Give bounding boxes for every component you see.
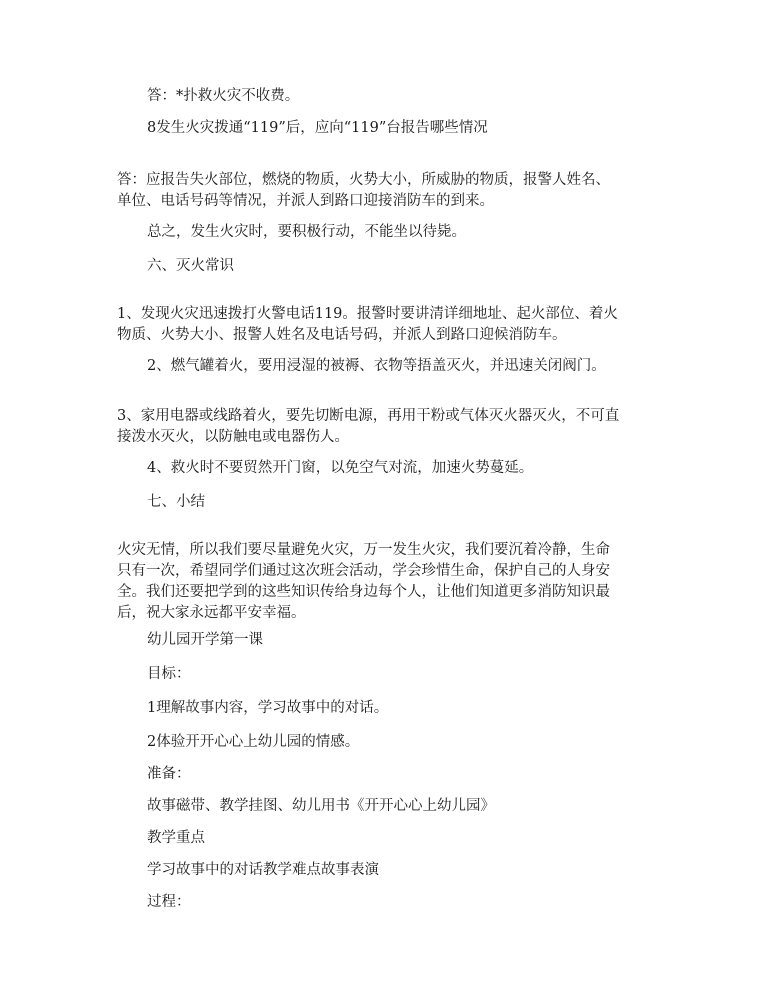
- paragraph-summary: 总之，发生火灾时，要积极行动，不能坐以待毙。: [147, 224, 466, 240]
- question-8: 8发生火灾拨通“119”后，应向“119”台报告哪些情况: [147, 120, 488, 136]
- paragraph-item-2: 2、燃气罐着火，要用浸湿的被褥、衣物等捂盖灭火，并迅速关闭阀门。: [147, 358, 606, 374]
- text-line: 1、发现火灾迅速拨打火警电话119。报警时要讲清详细地址、起火部位、着火: [117, 306, 618, 322]
- lesson-title: 幼儿园开学第一课: [147, 632, 263, 648]
- goal-item-1: 1理解故事内容，学习故事中的对话。: [147, 700, 389, 716]
- paragraph-conclusion: [117, 540, 657, 624]
- preparation-materials: 故事磁带、教学挂图、幼儿用书《开开心心上幼儿园》: [147, 798, 495, 814]
- paragraph-item-4: 4、救火时不要贸然开门窗，以免空气对流，加速火势蔓延。: [147, 460, 534, 476]
- text-line: 火灾无情，所以我们要尽量避免火灾，万一发生火灾，我们要沉着冷静，生命: [117, 542, 610, 558]
- text-line: 全。我们还要把学到的这些知识传给身边每个人，让他们知道更多消防知识最: [117, 584, 610, 600]
- paragraph-item-1: [117, 304, 657, 346]
- text-line: 单位、电话号码等情况，并派人到路口迎接消防车的到来。: [117, 193, 494, 209]
- teaching-focus-text: 学习故事中的对话教学难点故事表演: [147, 862, 379, 878]
- text-line: 只有一次，希望同学们通过这次班会活动，学会珍惜生命，保护自己的人身安: [117, 563, 610, 579]
- text-line: 答：应报告失火部位，燃烧的物质，火势大小，所威胁的物质，报警人姓名、: [117, 172, 610, 188]
- paragraph-item-3: [117, 406, 657, 448]
- heading-preparation: 准备：: [147, 766, 191, 782]
- heading-teaching-focus: 教学重点: [147, 830, 205, 846]
- paragraph-answer-report: [117, 170, 657, 212]
- text-line: 3、家用电器或线路着火，要先切断电源，再用干粉或气体灭火器灭火，不可直: [117, 408, 620, 424]
- section-heading-6: 六、灭火常识: [147, 258, 234, 274]
- section-heading-7: 七、小结: [147, 494, 205, 510]
- text-line: 后，祝大家永远都平安幸福。: [117, 605, 306, 621]
- paragraph-answer-free: 答：*扑救火灾不收费。: [147, 88, 300, 104]
- text-line: 接泼水灭火，以防触电或电器伤人。: [117, 429, 349, 445]
- heading-process: 过程：: [147, 894, 191, 910]
- heading-goals: 目标：: [147, 666, 191, 682]
- goal-item-2: 2体验开开心心上幼儿园的情感。: [147, 734, 360, 750]
- text-line: 物质、火势大小、报警人姓名及电话号码，并派人到路口迎候消防车。: [117, 327, 567, 343]
